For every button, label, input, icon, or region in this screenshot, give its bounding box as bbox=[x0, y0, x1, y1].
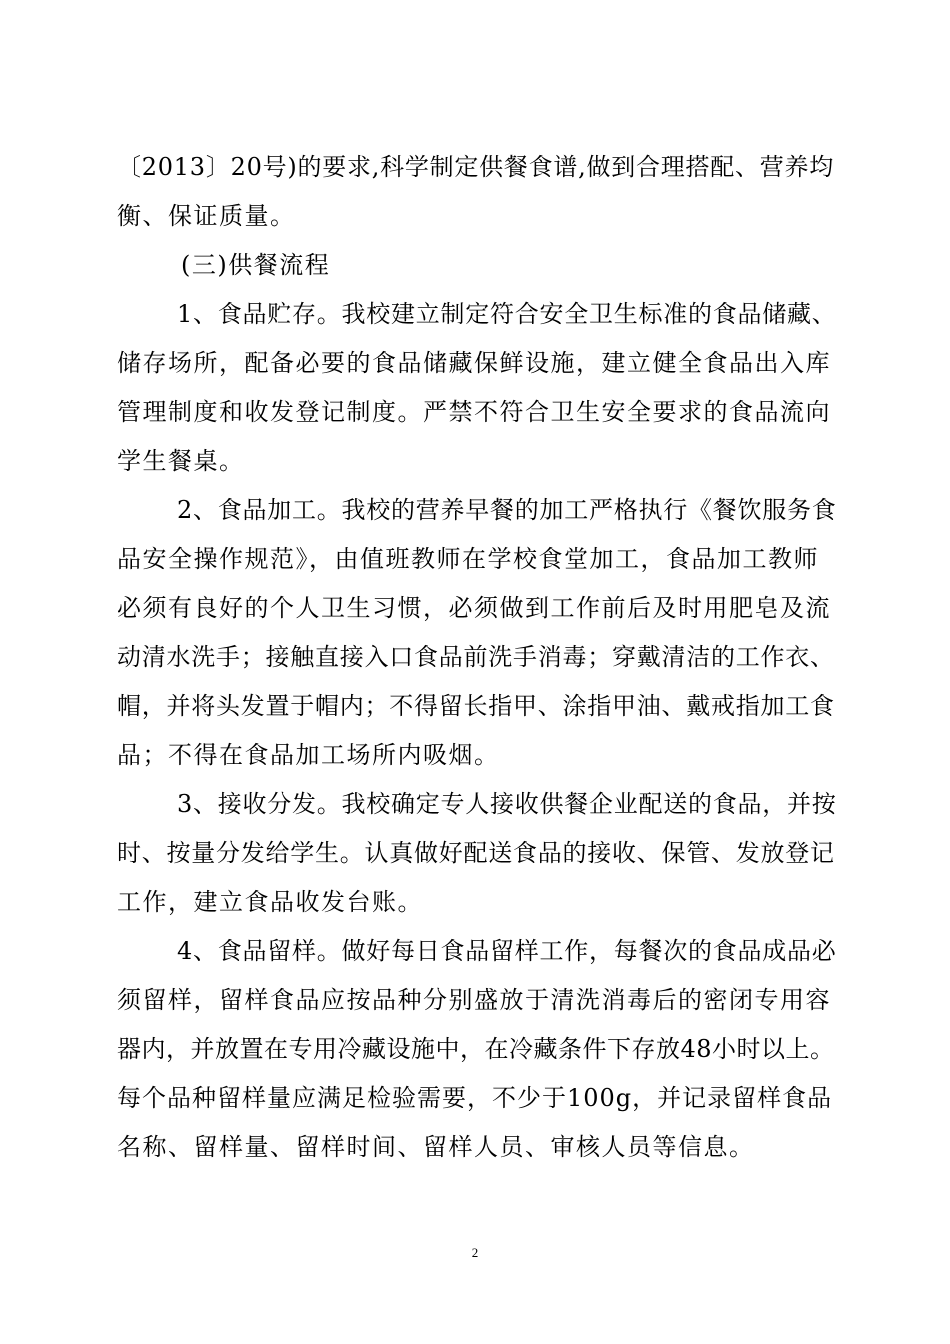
text-line: 3、接收分发。我校确定专人接收供餐企业配送的食品，并按 bbox=[177, 790, 837, 818]
document-body bbox=[117, 143, 837, 1172]
text-line: 工作，建立食品收发台账。 bbox=[117, 888, 423, 916]
text-line: 2、食品加工。我校的营养早餐的加工严格执行《餐饮服务食 bbox=[177, 496, 837, 524]
text-line: 学生餐桌。 bbox=[117, 447, 245, 475]
text-line: 时、按量分发给学生。认真做好配送食品的接收、保管、发放登记 bbox=[117, 839, 835, 867]
text-line: 4、食品留样。做好每日食品留样工作，每餐次的食品成品必 bbox=[177, 937, 837, 965]
text-line: 衡、保证质量。 bbox=[117, 202, 296, 230]
text-line: 储存场所，配备必要的食品储藏保鲜设施，建立健全食品出入库 bbox=[117, 349, 831, 377]
text-line: 品；不得在食品加工场所内吸烟。 bbox=[117, 741, 500, 769]
text-line: 品安全操作规范》，由值班教师在学校食堂加工，食品加工教师 bbox=[117, 545, 819, 573]
text-line: 帽，并将头发置于帽内；不得留长指甲、涂指甲油、戴戒指加工食 bbox=[117, 692, 835, 720]
text-line: 须留样，留样食品应按品种分别盛放于清洗消毒后的密闭专用容 bbox=[117, 986, 831, 1014]
text-line: 名称、留样量、留样时间、留样人员、审核人员等信息。 bbox=[117, 1133, 755, 1161]
text-line: 动清水洗手；接触直接入口食品前洗手消毒；穿戴清洁的工作衣、 bbox=[117, 643, 835, 671]
text-line: 管理制度和收发登记制度。严禁不符合卫生安全要求的食品流向 bbox=[117, 398, 831, 426]
text-line: 1、食品贮存。我校建立制定符合安全卫生标准的食品储藏、 bbox=[177, 300, 837, 328]
section-heading: (三)供餐流程 bbox=[181, 251, 331, 279]
text-line: 〔2013〕20号)的要求,科学制定供餐食谱,做到合理搭配、营养均 bbox=[117, 153, 834, 181]
page-number: 2 bbox=[471, 1245, 479, 1260]
text-line: 器内，并放置在专用冷藏设施中，在冷藏条件下存放48小时以上。 bbox=[117, 1035, 835, 1063]
text-line: 必须有良好的个人卫生习惯，必须做到工作前后及时用肥皂及流 bbox=[117, 594, 831, 622]
text-line: 每个品种留样量应满足检验需要，不少于100g，并记录留样食品 bbox=[117, 1084, 833, 1112]
